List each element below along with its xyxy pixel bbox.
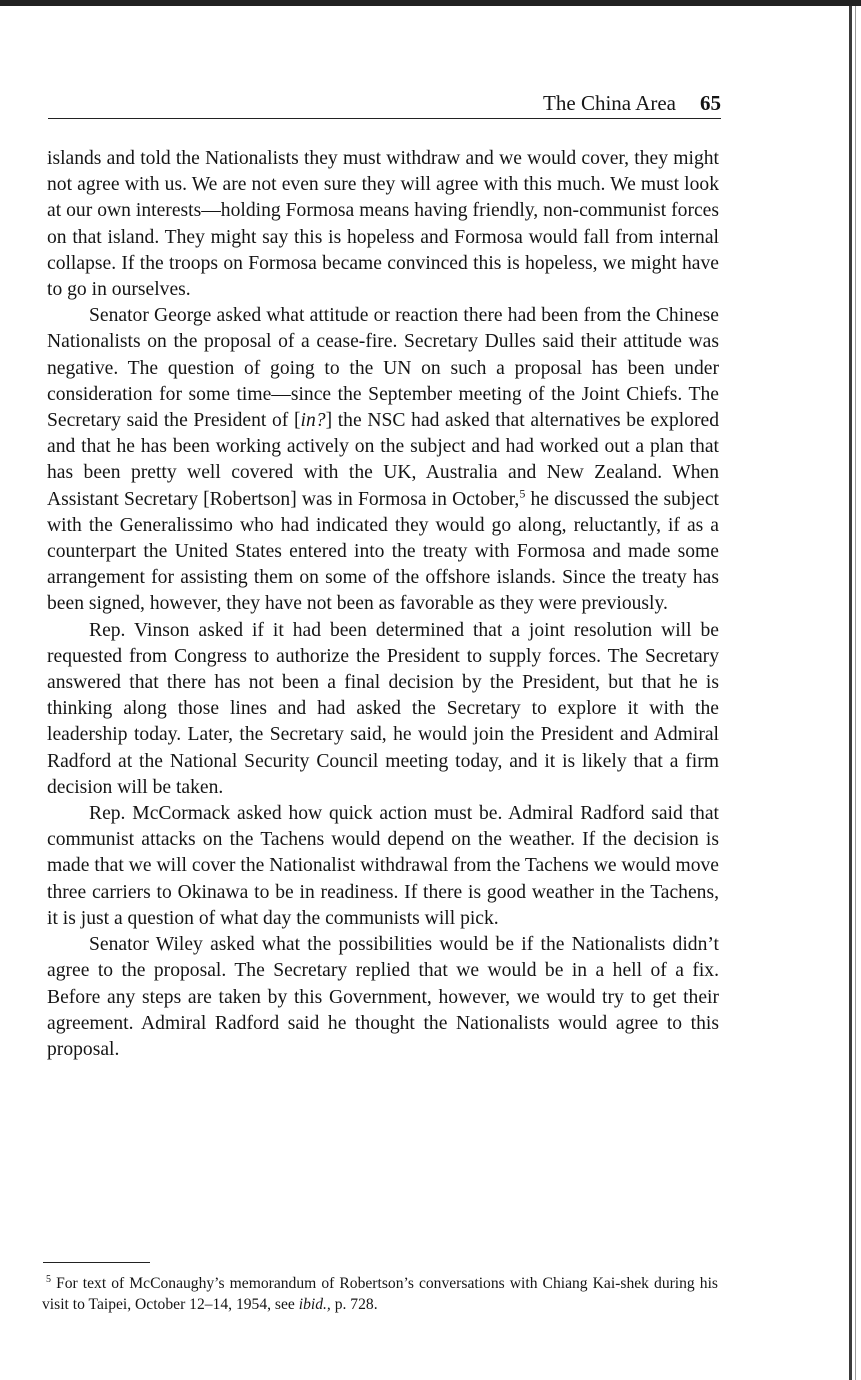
page-top-border [0,0,861,6]
paragraph-4-text: Rep. McCormack asked how quick action must be. Admiral Radford said that communist attacks on the Tachens would depend on the weather. If the decision is made that we will cover the Nationalist withdrawal from the Tachens we would move three carriers to Okinawa to be in readiness. If there is good weather in the Tachens, it is just a question of what day the communists will pick. [47,803,719,929]
editorial-insertion: in? [300,410,326,432]
footnote-italic: ibid., [298,1296,331,1313]
paragraph-2 [47,303,719,617]
paragraph-1 [47,146,719,303]
footnote-separator [43,1262,150,1263]
paragraph-2-text-b: ] the NSC had asked that alternatives be explored and that he has been working actively on the subject and had worked out a plan that has been pretty well covered with the UK, Australia and New Zealand. When Assistant Secretary [Robertson] was in Formosa in October, [47,410,719,510]
footnote-text-b: p. 728. [330,1296,378,1313]
footnote [42,1273,718,1315]
paragraph-3-text: Rep. Vinson asked if it had been determined that a joint resolution will be requested from Congress to authorize the President to supply forces. The Secretary answered that there has not been a final decision by the President, but that he is thinking along those lines and had asked the Secretary to explore it with the leadership today. Later, the Secretary said, he would join the President and Admiral Radford at the National Security Council meeting today, and it is likely that a firm decision will be taken. [47,619,719,798]
page-right-border [849,6,852,1380]
paragraph-5 [47,932,719,1063]
paragraph-2-text-a: Senator George asked what attitude or reaction there had been from the Chinese Nationalists on the proposal of a cease-fire. Secretary Dulles said their attitude was negative. The question of going to the UN on such a proposal has been under consideration for some time—since the September meeting of the Joint Chiefs. The Secretary said the President of [ [47,305,719,432]
paragraph-3 [47,618,719,801]
page-right-border-shadow [855,6,856,1380]
running-header [48,88,721,119]
page-number: 65 [700,91,721,115]
footnote-text-a: For text of McConaughy’s memorandum of Robertson’s conversations with Chiang Kai-shek during his visit to Taipei, October 12–14, 1954, see [42,1275,718,1313]
footnote-number: 5 [46,1273,51,1285]
footnote-reference[interactable]: 5 [519,486,526,501]
paragraph-4 [47,801,719,932]
paragraph-1-text: islands and told the Nationalists they must withdraw and we would cover, they might not agree with us. We are not even sure they will agree with this much. We must look at our own interests—holding Formosa means having friendly, non-communist forces on that island. They might say this is hopeless and Formosa would fall from internal collapse. If the troops on Formosa became convinced this is hopeless, we might have to go in ourselves. [47,148,719,301]
paragraph-2-text-c: he discussed the subject with the Generalissimo who had indicated they would go along, reluctantly, if as a counterpart the United States entered into the treaty with Formosa and made some arrangement for assisting them on some of the offshore islands. Since the treaty has been signed, however, they have not been as favorable as they were previously. [47,488,719,615]
body-text [47,146,719,1063]
paragraph-5-text: Senator Wiley asked what the possibilities would be if the Nationalists didn’t agree to the proposal. The Secretary replied that we would be in a hell of a fix. Before any steps are taken by this Government, however, we would try to get their agreement. Admiral Radford said he thought the Nationalists would agree to this proposal. [47,934,719,1060]
running-header-title: The China Area [543,91,676,115]
